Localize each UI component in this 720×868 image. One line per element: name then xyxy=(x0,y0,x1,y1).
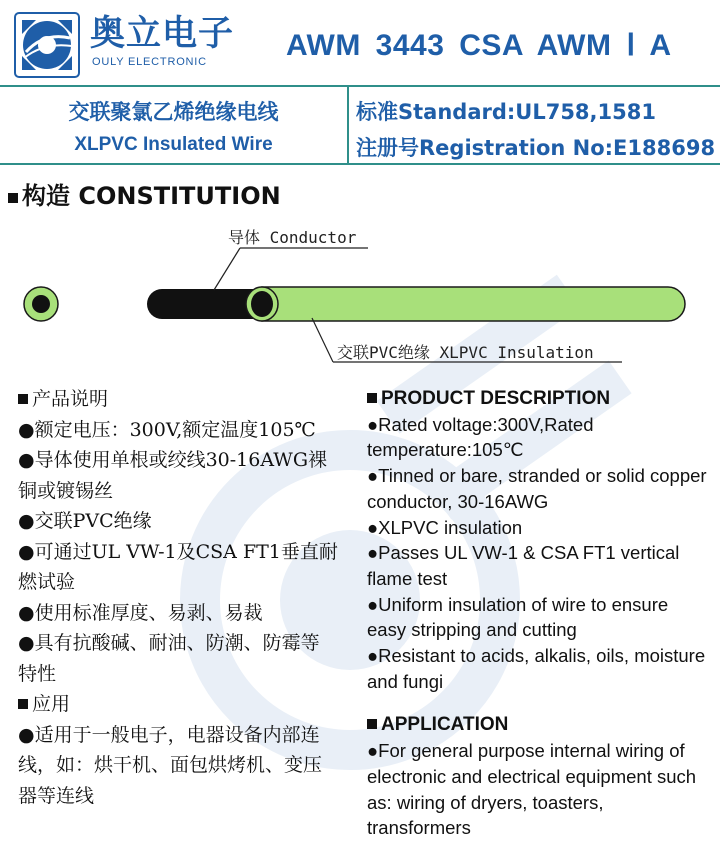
right-column xyxy=(367,386,712,841)
left-item: ●具有抗酸碱、耐油、防潮、防霉等特性 xyxy=(18,632,320,685)
header-divider xyxy=(0,85,720,87)
square-bullet-icon xyxy=(8,193,18,203)
registration-text: 注册号Registration No:E188698 xyxy=(356,136,716,160)
spacer xyxy=(367,694,712,712)
brand-name-cn: 奥立电子 xyxy=(90,14,235,54)
construction-heading xyxy=(8,176,281,211)
left-item: ●使用标准厚度、易剥、易裁 xyxy=(18,601,263,624)
square-bullet-icon xyxy=(367,719,377,729)
right-item: ●Tinned or bare, stranded or solid copper conductor, 30-16AWG xyxy=(367,465,707,512)
title-divider-bottom xyxy=(0,163,720,165)
conductor-label: 导体 Conductor xyxy=(228,228,357,247)
model-code: AWM 3443 CSA AWM Ⅰ A xyxy=(286,29,672,62)
right-heading-text: PRODUCT DESCRIPTION xyxy=(381,388,611,409)
title-divider xyxy=(347,87,349,163)
square-bullet-icon xyxy=(18,699,28,709)
square-bullet-icon xyxy=(367,393,377,403)
right-item: ●Resistant to acids, alkalis, oils, moisture and fungi xyxy=(367,645,706,692)
left-column xyxy=(18,384,338,811)
insulation-label: 交联PVC绝缘 XLPVC Insulation xyxy=(337,343,594,362)
left-item: ●交联PVC绝缘 xyxy=(18,510,152,532)
brand-name-en: OULY ELECTRONIC xyxy=(92,56,207,68)
wire-diagram xyxy=(0,220,720,380)
right-item: ●Uniform insulation of wire to ensure easy stripping and cutting xyxy=(367,593,669,641)
left-app-item: ●适用于一般电子，电器设备内部连线，如：烘干机、面包烘烤机、变压器等连线 xyxy=(18,723,323,807)
right-item: ●XLPVC insulation xyxy=(367,516,523,538)
right-item: ●Passes UL VW-1 & CSA FT1 vertical flame test xyxy=(367,542,680,589)
left-app-heading-text: 应用 xyxy=(32,693,71,715)
left-item: ●导体使用单根或绞线30-16AWG裸铜或镀锡丝 xyxy=(18,449,328,502)
construction-heading-text: 构造 CONSTITUTION xyxy=(22,182,281,210)
product-title-cn: 交联聚氯乙烯绝缘电线 xyxy=(68,100,279,124)
right-app-item: ●For general purpose internal wiring of electronic and electrical equipment such as: wiring of dryers, toasters, transformers xyxy=(367,740,697,839)
left-app-heading xyxy=(18,689,338,720)
right-item: ●Rated voltage:300V,Rated temperature:105℃ xyxy=(367,413,594,461)
standard-text: 标准Standard:UL758,1581 xyxy=(356,100,656,124)
square-bullet-icon xyxy=(18,394,28,404)
left-item: ●额定电压：300V,额定温度105℃ xyxy=(18,418,316,441)
right-app-heading-text: APPLICATION xyxy=(381,714,509,736)
left-heading-text: 产品说明 xyxy=(32,388,109,410)
left-item: ●可通过UL VW-1及CSA FT1垂直耐燃试验 xyxy=(18,540,338,593)
right-app-heading xyxy=(367,712,712,738)
product-title-en: XLPVC Insulated Wire xyxy=(74,134,273,155)
left-heading xyxy=(18,384,338,415)
right-heading xyxy=(367,386,712,412)
company-logo-icon xyxy=(14,12,80,78)
